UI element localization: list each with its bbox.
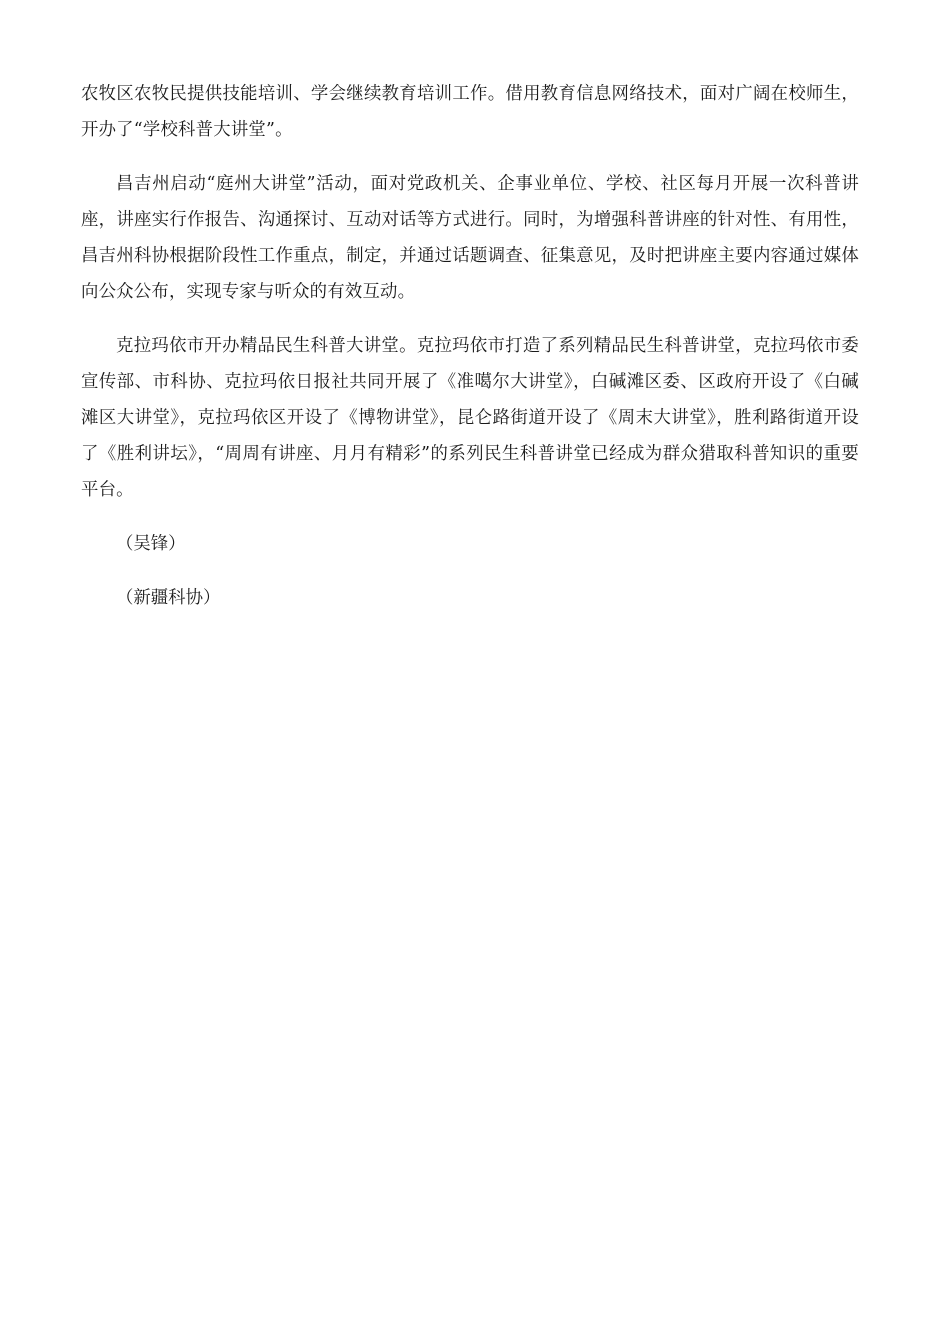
paragraph-spacer: [81, 508, 859, 526]
paragraph-spacer: [81, 148, 859, 166]
author-line: （吴锋）: [116, 534, 186, 554]
paragraph-1: 农牧区农牧民提供技能培训、学会继续教育培训工作。借用教育信息网络技术，面对广阔在校师生，开办了“学校科普大讲堂”。: [81, 84, 859, 140]
paragraph-3: 克拉玛依市开办精品民生科普大讲堂。克拉玛依市打造了系列精品民生科普讲堂，克拉玛依市委宣传部、市科协、克拉玛依日报社共同开展了《准噶尔大讲堂》，白碱滩区委、区政府开设了《白碱滩区大讲堂》，克拉玛依区开设了《博物讲堂》，昆仑路街道开设了《周末大讲堂》，胜利路街道开设了《胜利讲坛》，“周周有讲座、月月有精彩”的系列民生科普讲堂已经成为群众猎取科普知识的重要平台。: [81, 336, 859, 500]
paragraph-spacer: [81, 310, 859, 328]
source-line: （新疆科协）: [116, 588, 221, 608]
document-page: [81, 76, 859, 616]
paragraph-spacer: [81, 562, 859, 580]
paragraph-2: 昌吉州启动“庭州大讲堂”活动，面对党政机关、企事业单位、学校、社区每月开展一次科普讲座，讲座实行作报告、沟通探讨、互动对话等方式进行。同时，为增强科普讲座的针对性、有用性，昌吉州科协根据阶段性工作重点，制定，并通过话题调查、征集意见，及时把讲座主要内容通过媒体向公众公布，实现专家与听众的有效互动。: [81, 174, 859, 302]
